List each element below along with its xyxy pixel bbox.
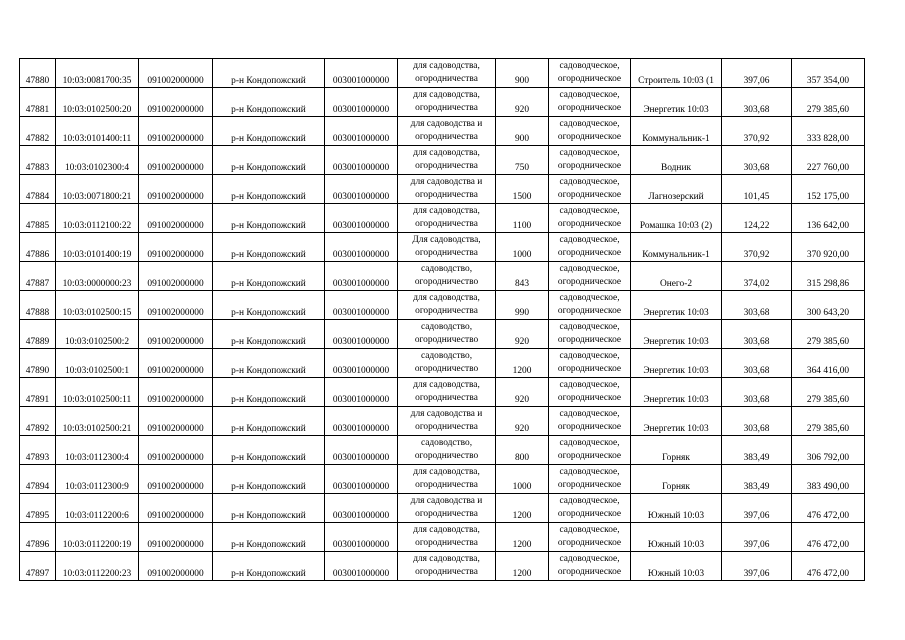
land-category-cell [549,552,631,581]
specific-value-cell: 303,68 [722,88,792,117]
district-cell: р-н Кондопожский [213,465,325,494]
table-row [20,262,865,291]
record-number-cell: 47890 [20,349,56,378]
permitted-use-line-2: огородничество [414,335,479,345]
specific-value-cell: 397,06 [722,494,792,523]
oktmo-code-cell: 003001000000 [325,146,398,175]
permitted-use-cell [398,233,496,262]
okato-code-cell: 091002000000 [139,465,213,494]
land-category-cell [549,436,631,465]
partnership-name-cell: Горняк [631,465,722,494]
cadastral-value-cell: 279 385,60 [792,88,865,117]
partnership-name-cell: Онего-2 [631,262,722,291]
permitted-use-cell [398,349,496,378]
permitted-use-cell [398,552,496,581]
oktmo-code-cell: 003001000000 [325,117,398,146]
area-cell: 1200 [496,552,549,581]
district-cell: р-н Кондопожский [213,204,325,233]
land-category-cell [549,291,631,320]
district-cell: р-н Кондопожский [213,349,325,378]
cadastral-number-cell: 10:03:0102500:2 [56,320,139,349]
permitted-use-line-2: огородничества [415,393,478,403]
permitted-use-cell [398,465,496,494]
table-row [20,291,865,320]
cadastral-number-cell: 10:03:0112200:23 [56,552,139,581]
permitted-use-line-1: для садоводства, [413,467,480,477]
land-category-line-1: садоводческое, [559,496,620,506]
permitted-use-line-1: для садоводства, [413,525,480,535]
table-row [20,552,865,581]
land-category-line-1: садоводческое, [559,177,620,187]
land-category-cell [549,59,631,88]
table-row [20,378,865,407]
table-body [20,59,865,581]
cadastral-number-cell: 10:03:0102500:21 [56,407,139,436]
table-row [20,320,865,349]
cadastral-number-cell: 10:03:0112100:22 [56,204,139,233]
area-cell: 800 [496,436,549,465]
okato-code-cell: 091002000000 [139,146,213,175]
land-category-line-1: садоводческое, [559,148,620,158]
permitted-use-line-1: для садоводства, [413,90,480,100]
area-cell: 843 [496,262,549,291]
district-cell: р-н Кондопожский [213,378,325,407]
land-category-cell [549,262,631,291]
specific-value-cell: 374,02 [722,262,792,291]
record-number-cell: 47880 [20,59,56,88]
permitted-use-cell [398,407,496,436]
okato-code-cell: 091002000000 [139,291,213,320]
cadastral-number-cell: 10:03:0102500:20 [56,88,139,117]
specific-value-cell: 303,68 [722,146,792,175]
okato-code-cell: 091002000000 [139,204,213,233]
land-category-line-2: огородническое [557,422,622,432]
land-category-line-1: садоводческое, [559,322,620,332]
okato-code-cell: 091002000000 [139,117,213,146]
oktmo-code-cell: 003001000000 [325,494,398,523]
record-number-cell: 47895 [20,494,56,523]
cadastral-value-cell: 152 175,00 [792,175,865,204]
okato-code-cell: 091002000000 [139,320,213,349]
land-category-line-1: садоводческое, [559,380,620,390]
permitted-use-line-1: для садоводства, [413,380,480,390]
area-cell: 1100 [496,204,549,233]
land-category-line-1: садоводческое, [559,235,620,245]
cadastral-number-cell: 10:03:0112200:6 [56,494,139,523]
cadastral-value-cell: 279 385,60 [792,378,865,407]
permitted-use-line-2: огородничества [415,74,478,84]
area-cell: 1000 [496,233,549,262]
land-category-cell [549,175,631,204]
permitted-use-line-1: для садоводства и [410,496,483,506]
permitted-use-cell [398,146,496,175]
table-row [20,88,865,117]
land-category-cell [549,88,631,117]
land-category-line-2: огородническое [557,480,622,490]
district-cell: р-н Кондопожский [213,59,325,88]
permitted-use-cell [398,523,496,552]
land-category-line-2: огородническое [557,277,622,287]
okato-code-cell: 091002000000 [139,349,213,378]
oktmo-code-cell: 003001000000 [325,175,398,204]
record-number-cell: 47891 [20,378,56,407]
oktmo-code-cell: 003001000000 [325,88,398,117]
land-category-line-2: огородническое [557,190,622,200]
area-cell: 920 [496,88,549,117]
okato-code-cell: 091002000000 [139,436,213,465]
record-number-cell: 47892 [20,407,56,436]
permitted-use-line-2: огородничества [415,306,478,316]
table-row [20,233,865,262]
cadastral-value-cell: 227 760,00 [792,146,865,175]
district-cell: р-н Кондопожский [213,436,325,465]
permitted-use-line-1: для садоводства, [413,554,480,564]
area-cell: 990 [496,291,549,320]
cadastral-number-cell: 10:03:0102500:1 [56,349,139,378]
cadastral-value-cell: 364 416,00 [792,349,865,378]
cadastral-number-cell: 10:03:0102300:4 [56,146,139,175]
permitted-use-line-2: огородничества [415,103,478,113]
table-row [20,465,865,494]
cadastral-value-cell: 476 472,00 [792,552,865,581]
permitted-use-line-2: огородничества [415,161,478,171]
permitted-use-line-2: огородничества [415,422,478,432]
specific-value-cell: 383,49 [722,465,792,494]
district-cell: р-н Кондопожский [213,233,325,262]
record-number-cell: 47886 [20,233,56,262]
specific-value-cell: 397,06 [722,552,792,581]
permitted-use-line-1: садоводство, [420,438,473,448]
land-category-line-1: садоводческое, [559,525,620,535]
land-category-line-2: огородническое [557,335,622,345]
land-category-line-2: огородническое [557,451,622,461]
permitted-use-cell [398,88,496,117]
district-cell: р-н Кондопожский [213,117,325,146]
land-category-line-1: садоводческое, [559,61,620,71]
district-cell: р-н Кондопожский [213,291,325,320]
permitted-use-cell [398,175,496,204]
area-cell: 1200 [496,494,549,523]
area-cell: 920 [496,378,549,407]
partnership-name-cell: Энергетик 10:03 [631,349,722,378]
land-category-line-1: садоводческое, [559,409,620,419]
permitted-use-line-2: огородничества [415,248,478,258]
specific-value-cell: 303,68 [722,291,792,320]
record-number-cell: 47894 [20,465,56,494]
partnership-name-cell: Коммунальник-1 [631,117,722,146]
permitted-use-line-1: садоводство, [420,264,473,274]
land-category-cell [549,233,631,262]
cadastral-value-cell: 383 490,00 [792,465,865,494]
specific-value-cell: 397,06 [722,59,792,88]
cadastral-value-cell: 476 472,00 [792,494,865,523]
area-cell: 900 [496,117,549,146]
partnership-name-cell: Горняк [631,436,722,465]
district-cell: р-н Кондопожский [213,88,325,117]
oktmo-code-cell: 003001000000 [325,378,398,407]
oktmo-code-cell: 003001000000 [325,291,398,320]
area-cell: 900 [496,59,549,88]
cadastral-number-cell: 10:03:0112300:9 [56,465,139,494]
specific-value-cell: 303,68 [722,378,792,407]
land-category-line-1: садоводческое, [559,467,620,477]
oktmo-code-cell: 003001000000 [325,233,398,262]
land-category-line-2: огородническое [557,567,622,577]
area-cell: 920 [496,320,549,349]
permitted-use-line-2: огородничество [414,451,479,461]
record-number-cell: 47882 [20,117,56,146]
permitted-use-line-1: садоводство, [420,322,473,332]
permitted-use-line-2: огородничества [415,567,478,577]
record-number-cell: 47883 [20,146,56,175]
land-category-line-1: садоводческое, [559,90,620,100]
record-number-cell: 47893 [20,436,56,465]
land-category-line-2: огородническое [557,74,622,84]
district-cell: р-н Кондопожский [213,320,325,349]
permitted-use-cell [398,378,496,407]
oktmo-code-cell: 003001000000 [325,523,398,552]
land-category-line-1: садоводческое, [559,351,620,361]
permitted-use-line-2: огородничества [415,132,478,142]
land-category-line-2: огородническое [557,161,622,171]
permitted-use-line-1: для садоводства, [413,148,480,158]
table-row [20,117,865,146]
district-cell: р-н Кондопожский [213,523,325,552]
okato-code-cell: 091002000000 [139,552,213,581]
area-cell: 750 [496,146,549,175]
permitted-use-cell [398,494,496,523]
cadastral-number-cell: 10:03:0102500:11 [56,378,139,407]
land-category-line-2: огородническое [557,306,622,316]
partnership-name-cell: Энергетик 10:03 [631,291,722,320]
record-number-cell: 47889 [20,320,56,349]
table-row [20,523,865,552]
partnership-name-cell: Строитель 10:03 (1 [631,59,722,88]
land-category-line-2: огородническое [557,364,622,374]
oktmo-code-cell: 003001000000 [325,320,398,349]
land-category-cell [549,378,631,407]
land-category-cell [549,407,631,436]
partnership-name-cell: Лагнозерский [631,175,722,204]
land-category-line-1: садоводческое, [559,438,620,448]
cadastral-value-cell: 333 828,00 [792,117,865,146]
record-number-cell: 47897 [20,552,56,581]
land-category-line-1: садоводческое, [559,264,620,274]
oktmo-code-cell: 003001000000 [325,59,398,88]
specific-value-cell: 370,92 [722,233,792,262]
cadastral-value-cell: 370 920,00 [792,233,865,262]
partnership-name-cell: Коммунальник-1 [631,233,722,262]
record-number-cell: 47885 [20,204,56,233]
specific-value-cell: 383,49 [722,436,792,465]
permitted-use-line-2: огородничества [415,538,478,548]
oktmo-code-cell: 003001000000 [325,552,398,581]
land-category-line-2: огородническое [557,219,622,229]
table-row [20,436,865,465]
partnership-name-cell: Южный 10:03 [631,552,722,581]
record-number-cell: 47888 [20,291,56,320]
record-number-cell: 47887 [20,262,56,291]
table-row [20,349,865,378]
okato-code-cell: 091002000000 [139,523,213,552]
table-row [20,146,865,175]
area-cell: 1200 [496,523,549,552]
okato-code-cell: 091002000000 [139,175,213,204]
partnership-name-cell: Водник [631,146,722,175]
land-category-cell [549,465,631,494]
cadastral-number-cell: 10:03:0081700:35 [56,59,139,88]
land-category-cell [549,204,631,233]
cadastral-value-cell: 279 385,60 [792,407,865,436]
cadastral-number-cell: 10:03:0101400:19 [56,233,139,262]
land-category-line-2: огородническое [557,393,622,403]
specific-value-cell: 124,22 [722,204,792,233]
cadastral-value-cell: 300 643,20 [792,291,865,320]
partnership-name-cell: Энергетик 10:03 [631,378,722,407]
permitted-use-line-2: огородничества [415,480,478,490]
record-number-cell: 47881 [20,88,56,117]
cadastral-number-cell: 10:03:0112300:4 [56,436,139,465]
permitted-use-cell [398,59,496,88]
partnership-name-cell: Энергетик 10:03 [631,320,722,349]
cadastral-number-cell: 10:03:0102500:15 [56,291,139,320]
cadastral-value-cell: 315 298,86 [792,262,865,291]
partnership-name-cell: Энергетик 10:03 [631,407,722,436]
specific-value-cell: 303,68 [722,407,792,436]
specific-value-cell: 370,92 [722,117,792,146]
record-number-cell: 47896 [20,523,56,552]
okato-code-cell: 091002000000 [139,59,213,88]
district-cell: р-н Кондопожский [213,494,325,523]
district-cell: р-н Кондопожский [213,407,325,436]
okato-code-cell: 091002000000 [139,494,213,523]
permitted-use-line-2: огородничество [414,364,479,374]
permitted-use-line-1: для садоводства и [410,177,483,187]
table-row [20,204,865,233]
land-category-line-2: огородническое [557,538,622,548]
permitted-use-line-1: для садоводства, [413,293,480,303]
permitted-use-line-1: для садоводства и [410,409,483,419]
okato-code-cell: 091002000000 [139,233,213,262]
oktmo-code-cell: 003001000000 [325,407,398,436]
cadastral-number-cell: 10:03:0000000:23 [56,262,139,291]
land-category-line-2: огородническое [557,248,622,258]
cadastral-value-cell: 476 472,00 [792,523,865,552]
permitted-use-cell [398,262,496,291]
permitted-use-line-2: огородничества [415,190,478,200]
land-category-cell [549,320,631,349]
okato-code-cell: 091002000000 [139,262,213,291]
oktmo-code-cell: 003001000000 [325,349,398,378]
okato-code-cell: 091002000000 [139,407,213,436]
land-category-line-1: садоводческое, [559,293,620,303]
oktmo-code-cell: 003001000000 [325,204,398,233]
table-row [20,175,865,204]
table-row [20,494,865,523]
land-category-cell [549,146,631,175]
permitted-use-line-2: огородничество [414,277,479,287]
permitted-use-cell [398,436,496,465]
area-cell: 1000 [496,465,549,494]
land-category-line-1: садоводческое, [559,554,620,564]
permitted-use-line-1: для садоводства и [410,119,483,129]
land-category-line-1: садоводческое, [559,119,620,129]
cadastral-number-cell: 10:03:0071800:21 [56,175,139,204]
permitted-use-cell [398,117,496,146]
cadastral-value-cell: 357 354,00 [792,59,865,88]
specific-value-cell: 101,45 [722,175,792,204]
permitted-use-cell [398,204,496,233]
okato-code-cell: 091002000000 [139,378,213,407]
cadastral-number-cell: 10:03:0101400:11 [56,117,139,146]
area-cell: 920 [496,407,549,436]
specific-value-cell: 303,68 [722,320,792,349]
land-category-cell [549,349,631,378]
table-row [20,59,865,88]
cadastral-value-cell: 279 385,60 [792,320,865,349]
okato-code-cell: 091002000000 [139,88,213,117]
land-registry-table [19,58,865,581]
land-category-line-1: садоводческое, [559,206,620,216]
permitted-use-cell [398,320,496,349]
oktmo-code-cell: 003001000000 [325,465,398,494]
oktmo-code-cell: 003001000000 [325,262,398,291]
oktmo-code-cell: 003001000000 [325,436,398,465]
land-category-line-2: огородническое [557,132,622,142]
land-category-cell [549,494,631,523]
district-cell: р-н Кондопожский [213,146,325,175]
partnership-name-cell: Энергетик 10:03 [631,88,722,117]
permitted-use-line-1: Для садоводства, [412,235,481,245]
district-cell: р-н Кондопожский [213,552,325,581]
district-cell: р-н Кондопожский [213,175,325,204]
permitted-use-line-1: садоводство, [420,351,473,361]
land-category-line-2: огородническое [557,103,622,113]
cadastral-number-cell: 10:03:0112200:19 [56,523,139,552]
area-cell: 1200 [496,349,549,378]
permitted-use-line-1: для садоводства, [413,61,480,71]
table-row [20,407,865,436]
permitted-use-line-2: огородничества [415,219,478,229]
partnership-name-cell: Южный 10:03 [631,494,722,523]
specific-value-cell: 397,06 [722,523,792,552]
land-category-cell [549,523,631,552]
specific-value-cell: 303,68 [722,349,792,378]
record-number-cell: 47884 [20,175,56,204]
partnership-name-cell: Южный 10:03 [631,523,722,552]
permitted-use-cell [398,291,496,320]
partnership-name-cell: Ромашка 10:03 (2) [631,204,722,233]
cadastral-value-cell: 136 642,00 [792,204,865,233]
cadastral-value-cell: 306 792,00 [792,436,865,465]
district-cell: р-н Кондопожский [213,262,325,291]
area-cell: 1500 [496,175,549,204]
land-category-cell [549,117,631,146]
permitted-use-line-2: огородничества [415,509,478,519]
permitted-use-line-1: для садоводства, [413,206,480,216]
land-category-line-2: огородническое [557,509,622,519]
